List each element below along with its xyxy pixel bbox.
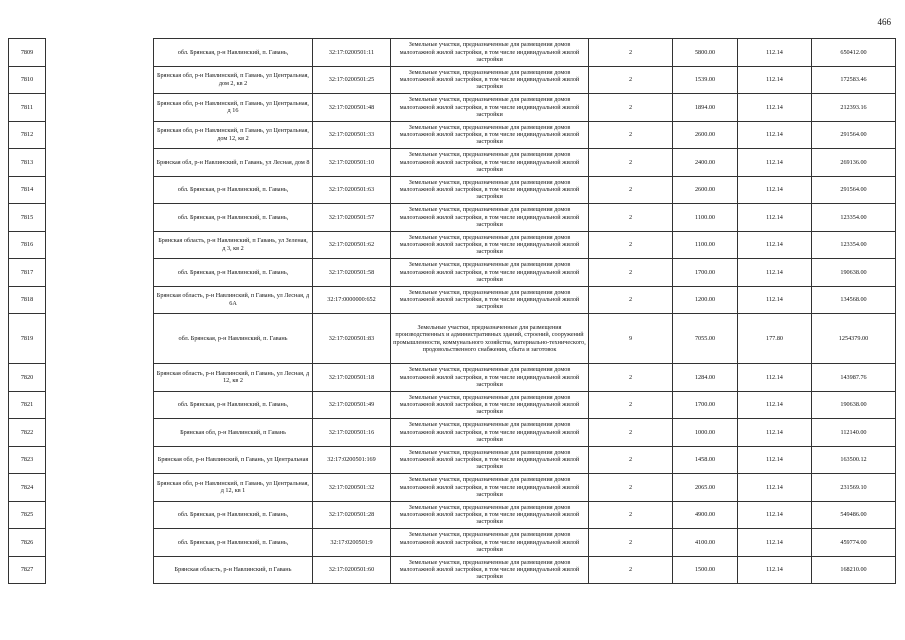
address-cell: обл. Брянская, р-н Навлинский, п. Гавань, [154, 501, 313, 529]
cadastral-value-cell: 231569.10 [812, 474, 896, 502]
empty-cell [46, 314, 154, 364]
table-row [9, 314, 896, 364]
address-cell: обл. Брянская, р-н Навлинский, п. Гавань, [154, 391, 313, 419]
area-cell: 1100.00 [673, 204, 738, 232]
table-row [9, 231, 896, 259]
cadastral-number-cell: 32:17:0200501:58 [313, 259, 391, 287]
table-row [9, 391, 896, 419]
empty-cell [46, 556, 154, 584]
address-cell: обл. Брянская, р-н Навлинский, п. Гавань, [154, 204, 313, 232]
rate-cell: 112.14 [738, 391, 812, 419]
land-use-cell: Земельные участки, предназначенные для размещения домов малоэтажной жилой застройки, в том числе индивидуальной жилой застройки [391, 474, 589, 502]
empty-cell [46, 39, 154, 67]
area-cell: 1458.00 [673, 446, 738, 474]
row-number-cell: 7818 [9, 286, 46, 314]
land-use-cell: Земельные участки, предназначенные для размещения домов малоэтажной жилой застройки, в том числе индивидуальной жилой застройки [391, 529, 589, 557]
area-cell: 1700.00 [673, 391, 738, 419]
table-row [9, 364, 896, 392]
row-number-cell: 7815 [9, 204, 46, 232]
area-cell: 5800.00 [673, 39, 738, 67]
table-row [9, 446, 896, 474]
page-number: 466 [877, 17, 891, 27]
land-use-cell: Земельные участки, предназначенные для размещения домов малоэтажной жилой застройки, в том числе индивидуальной жилой застройки [391, 66, 589, 94]
group-cell: 2 [589, 529, 673, 557]
empty-cell [46, 149, 154, 177]
area-cell: 1700.00 [673, 259, 738, 287]
empty-cell [46, 204, 154, 232]
empty-cell [46, 121, 154, 149]
address-cell: обл. Брянская, р-н Навлинский, п. Гавань, [154, 259, 313, 287]
cadastral-number-cell: 32:17:0200501:48 [313, 94, 391, 122]
address-cell: обл. Брянская, р-н Навлинский, п. Гавань, [154, 529, 313, 557]
cadastral-number-cell: 32:17:0000000:652 [313, 286, 391, 314]
address-cell: Брянская область, р-н Навлинский, п Гавань, ул Зеленая, д 3, кв 2 [154, 231, 313, 259]
table-row [9, 501, 896, 529]
rate-cell: 112.14 [738, 39, 812, 67]
empty-cell [46, 364, 154, 392]
group-cell: 9 [589, 314, 673, 364]
cadastral-number-cell: 32:17:0200501:9 [313, 529, 391, 557]
cadastral-number-cell: 32:17:0200501:16 [313, 419, 391, 447]
group-cell: 2 [589, 39, 673, 67]
group-cell: 2 [589, 94, 673, 122]
rate-cell: 112.14 [738, 446, 812, 474]
address-cell: Брянская область, р-н Навлинский, п Гавань, ул Лесная, д 6А [154, 286, 313, 314]
group-cell: 2 [589, 474, 673, 502]
rate-cell: 112.14 [738, 501, 812, 529]
row-number-cell: 7823 [9, 446, 46, 474]
row-number-cell: 7809 [9, 39, 46, 67]
group-cell: 2 [589, 176, 673, 204]
cadastral-value-cell: 143987.76 [812, 364, 896, 392]
cadastral-number-cell: 32:17:0200501:57 [313, 204, 391, 232]
cadastral-number-cell: 32:17:0200501:33 [313, 121, 391, 149]
row-number-cell: 7826 [9, 529, 46, 557]
row-number-cell: 7816 [9, 231, 46, 259]
rate-cell: 112.14 [738, 176, 812, 204]
group-cell: 2 [589, 259, 673, 287]
table-row [9, 419, 896, 447]
cadastral-value-cell: 190638.00 [812, 391, 896, 419]
land-use-cell: Земельные участки, предназначенные для размещения домов малоэтажной жилой застройки, в том числе индивидуальной жилой застройки [391, 446, 589, 474]
area-cell: 7055.00 [673, 314, 738, 364]
row-number-cell: 7812 [9, 121, 46, 149]
row-number-cell: 7821 [9, 391, 46, 419]
cadastral-number-cell: 32:17:0200501:11 [313, 39, 391, 67]
rate-cell: 112.14 [738, 419, 812, 447]
area-cell: 2600.00 [673, 176, 738, 204]
land-use-cell: Земельные участки, предназначенные для размещения домов малоэтажной жилой застройки, в том числе индивидуальной жилой застройки [391, 501, 589, 529]
land-use-cell: Земельные участки, предназначенные для размещения домов малоэтажной жилой застройки, в том числе индивидуальной жилой застройки [391, 149, 589, 177]
rate-cell: 112.14 [738, 474, 812, 502]
cadastral-value-cell: 112140.00 [812, 419, 896, 447]
rate-cell: 112.14 [738, 364, 812, 392]
area-cell: 1000.00 [673, 419, 738, 447]
cadastral-number-cell: 32:17:0200501:63 [313, 176, 391, 204]
area-cell: 4100.00 [673, 529, 738, 557]
empty-cell [46, 391, 154, 419]
row-number-cell: 7811 [9, 94, 46, 122]
row-number-cell: 7817 [9, 259, 46, 287]
rate-cell: 112.14 [738, 529, 812, 557]
area-cell: 1500.00 [673, 556, 738, 584]
row-number-cell: 7827 [9, 556, 46, 584]
cadastral-value-cell: 168210.00 [812, 556, 896, 584]
cadastral-number-cell: 32:17:0200501:28 [313, 501, 391, 529]
row-number-cell: 7820 [9, 364, 46, 392]
cadastral-number-cell: 32:17:0200501:32 [313, 474, 391, 502]
table-body [9, 39, 896, 584]
cadastral-value-cell: 291564.00 [812, 121, 896, 149]
row-number-cell: 7825 [9, 501, 46, 529]
address-cell: Брянская обл, р-н Навлинский, п Гавань, ул Центральная [154, 446, 313, 474]
address-cell: Брянская область, р-н Навлинский, п Гавань [154, 556, 313, 584]
area-cell: 2600.00 [673, 121, 738, 149]
rate-cell: 112.14 [738, 66, 812, 94]
row-number-cell: 7814 [9, 176, 46, 204]
land-use-cell: Земельные участки, предназначенные для размещения домов малоэтажной жилой застройки, в том числе индивидуальной жилой застройки [391, 391, 589, 419]
group-cell: 2 [589, 364, 673, 392]
land-use-cell: Земельные участки, предназначенные для размещения домов малоэтажной жилой застройки, в том числе индивидуальной жилой застройки [391, 204, 589, 232]
cadastral-value-cell: 190638.00 [812, 259, 896, 287]
land-use-cell: Земельные участки, предназначенные для размещения домов малоэтажной жилой застройки, в том числе индивидуальной жилой застройки [391, 286, 589, 314]
address-cell: Брянская обл, р-н Навлинский, п Гавань [154, 419, 313, 447]
address-cell: Брянская обл, р-н Навлинский, п Гавань, ул Центральная, д 16 [154, 94, 313, 122]
land-use-cell: Земельные участки, предназначенные для размещения домов малоэтажной жилой застройки, в том числе индивидуальной жилой застройки [391, 259, 589, 287]
cadastral-value-cell: 172583.46 [812, 66, 896, 94]
land-use-cell: Земельные участки, предназначенные для размещения домов малоэтажной жилой застройки, в том числе индивидуальной жилой застройки [391, 419, 589, 447]
empty-cell [46, 66, 154, 94]
rate-cell: 112.14 [738, 259, 812, 287]
row-number-cell: 7824 [9, 474, 46, 502]
rate-cell: 177.80 [738, 314, 812, 364]
table-row [9, 94, 896, 122]
cadastral-value-cell: 269136.00 [812, 149, 896, 177]
table-row [9, 176, 896, 204]
empty-cell [46, 419, 154, 447]
land-use-cell: Земельные участки, предназначенные для размещения домов малоэтажной жилой застройки, в том числе индивидуальной жилой застройки [391, 556, 589, 584]
cadastral-number-cell: 32:17:0200501:18 [313, 364, 391, 392]
cadastral-number-cell: 32:17:0200501:10 [313, 149, 391, 177]
rate-cell: 112.14 [738, 94, 812, 122]
land-use-cell: Земельные участки, предназначенные для размещения домов малоэтажной жилой застройки, в том числе индивидуальной жилой застройки [391, 39, 589, 67]
empty-cell [46, 176, 154, 204]
group-cell: 2 [589, 556, 673, 584]
land-use-cell: Земельные участки, предназначенные для размещения производственных и административных зданий, строений, сооружений промышленности, коммунального хозяйства, материально-технического, продовольственного снабжения, сбыта и заготовок [391, 314, 589, 364]
table-row [9, 204, 896, 232]
cadastral-value-cell: 123354.00 [812, 204, 896, 232]
empty-cell [46, 259, 154, 287]
area-cell: 1894.00 [673, 94, 738, 122]
table-row [9, 556, 896, 584]
area-cell: 1284.00 [673, 364, 738, 392]
row-number-cell: 7813 [9, 149, 46, 177]
area-cell: 1100.00 [673, 231, 738, 259]
land-register-table [8, 38, 896, 584]
empty-cell [46, 286, 154, 314]
table-row [9, 286, 896, 314]
cadastral-value-cell: 134568.00 [812, 286, 896, 314]
address-cell: обл. Брянская, р-н Навлинский, п. Гавань [154, 314, 313, 364]
empty-cell [46, 231, 154, 259]
cadastral-value-cell: 163500.12 [812, 446, 896, 474]
cadastral-value-cell: 123354.00 [812, 231, 896, 259]
area-cell: 1200.00 [673, 286, 738, 314]
rate-cell: 112.14 [738, 231, 812, 259]
group-cell: 2 [589, 121, 673, 149]
address-cell: Брянская обл, р-н Навлинский, п Гавань, ул Центральная, дом 12, кв 2 [154, 121, 313, 149]
row-number-cell: 7819 [9, 314, 46, 364]
empty-cell [46, 529, 154, 557]
group-cell: 2 [589, 204, 673, 232]
address-cell: Брянская обл, р-н Навлинский, п Гавань, ул Центральная, д 12, кв 1 [154, 474, 313, 502]
rate-cell: 112.14 [738, 121, 812, 149]
address-cell: Брянская обл, р-н Навлинский, п Гавань, ул Центральная, дом 2, кв 2 [154, 66, 313, 94]
empty-cell [46, 501, 154, 529]
row-number-cell: 7810 [9, 66, 46, 94]
cadastral-value-cell: 549486.00 [812, 501, 896, 529]
group-cell: 2 [589, 231, 673, 259]
table-row [9, 149, 896, 177]
row-number-cell: 7822 [9, 419, 46, 447]
cadastral-number-cell: 32:17:0200501:49 [313, 391, 391, 419]
cadastral-number-cell: 32:17:0200501:62 [313, 231, 391, 259]
address-cell: обл. Брянская, р-н Навлинский, п. Гавань, [154, 39, 313, 67]
table-row [9, 529, 896, 557]
rate-cell: 112.14 [738, 149, 812, 177]
cadastral-value-cell: 291564.00 [812, 176, 896, 204]
address-cell: обл. Брянская, р-н Навлинский, п. Гавань, [154, 176, 313, 204]
group-cell: 2 [589, 419, 673, 447]
cadastral-number-cell: 32:17:0200501:60 [313, 556, 391, 584]
group-cell: 2 [589, 66, 673, 94]
address-cell: Брянская область, р-н Навлинский, п Гавань, ул Лесная, д 12, кв 2 [154, 364, 313, 392]
empty-cell [46, 446, 154, 474]
rate-cell: 112.14 [738, 286, 812, 314]
table-row [9, 259, 896, 287]
cadastral-number-cell: 32:17:0200501:25 [313, 66, 391, 94]
land-use-cell: Земельные участки, предназначенные для размещения домов малоэтажной жилой застройки, в том числе индивидуальной жилой застройки [391, 231, 589, 259]
area-cell: 4900.00 [673, 501, 738, 529]
cadastral-number-cell: 32:17:0200501:83 [313, 314, 391, 364]
area-cell: 2065.00 [673, 474, 738, 502]
table-row [9, 474, 896, 502]
group-cell: 2 [589, 286, 673, 314]
cadastral-value-cell: 459774.00 [812, 529, 896, 557]
area-cell: 2400.00 [673, 149, 738, 177]
group-cell: 2 [589, 391, 673, 419]
table-row [9, 121, 896, 149]
rate-cell: 112.14 [738, 556, 812, 584]
address-cell: Брянская обл, р-н Навлинский, п Гавань, ул Лесная, дом 8 [154, 149, 313, 177]
group-cell: 2 [589, 501, 673, 529]
area-cell: 1539.00 [673, 66, 738, 94]
table-row [9, 66, 896, 94]
table-row [9, 39, 896, 67]
group-cell: 2 [589, 446, 673, 474]
land-use-cell: Земельные участки, предназначенные для размещения домов малоэтажной жилой застройки, в том числе индивидуальной жилой застройки [391, 176, 589, 204]
empty-cell [46, 474, 154, 502]
rate-cell: 112.14 [738, 204, 812, 232]
land-use-cell: Земельные участки, предназначенные для размещения домов малоэтажной жилой застройки, в том числе индивидуальной жилой застройки [391, 94, 589, 122]
cadastral-value-cell: 212393.16 [812, 94, 896, 122]
group-cell: 2 [589, 149, 673, 177]
land-use-cell: Земельные участки, предназначенные для размещения домов малоэтажной жилой застройки, в том числе индивидуальной жилой застройки [391, 121, 589, 149]
land-use-cell: Земельные участки, предназначенные для размещения домов малоэтажной жилой застройки, в том числе индивидуальной жилой застройки [391, 364, 589, 392]
cadastral-value-cell: 650412.00 [812, 39, 896, 67]
cadastral-number-cell: 32:17:0200501:169 [313, 446, 391, 474]
cadastral-value-cell: 1254379.00 [812, 314, 896, 364]
empty-cell [46, 94, 154, 122]
